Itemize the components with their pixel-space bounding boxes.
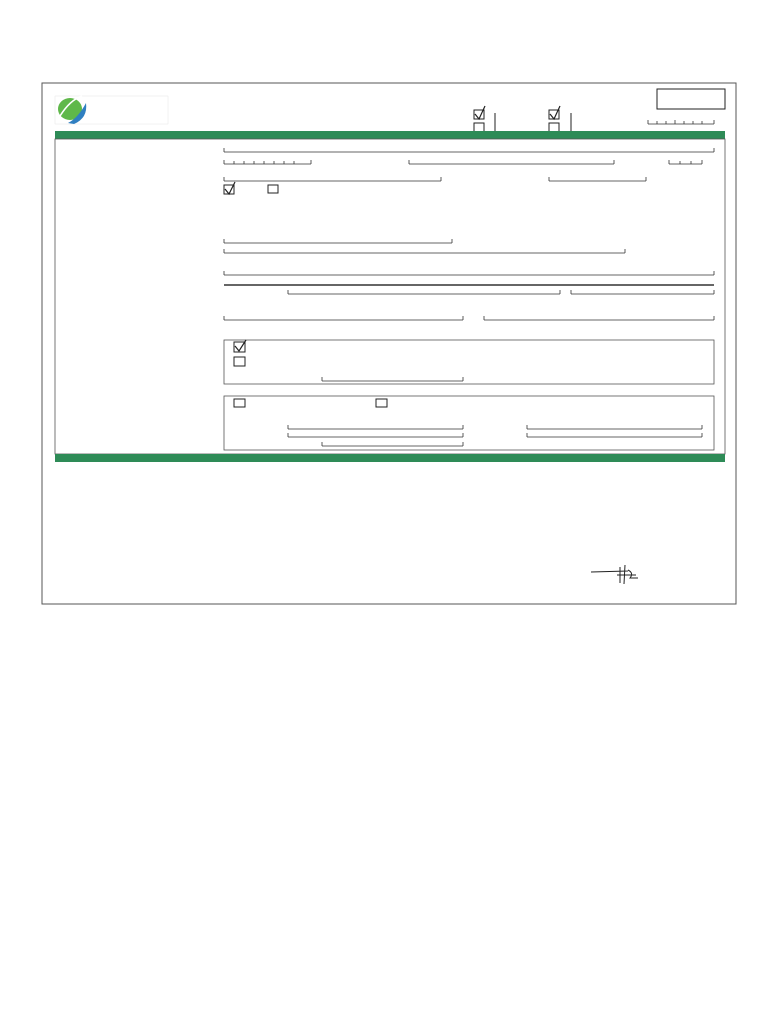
form-code-box[interactable]	[657, 89, 725, 109]
program-checkbox[interactable]	[234, 399, 245, 407]
section-header-bar	[55, 131, 725, 139]
gender-checkbox[interactable]	[268, 185, 278, 193]
family-section-bar	[55, 454, 725, 462]
program-checkbox[interactable]	[376, 399, 387, 407]
header-option-checkbox[interactable]	[474, 123, 484, 132]
form-frame	[42, 83, 736, 604]
header-option-checkbox[interactable]	[549, 123, 559, 132]
membership-checkbox[interactable]	[234, 357, 245, 366]
bpjs-logo	[55, 96, 168, 124]
